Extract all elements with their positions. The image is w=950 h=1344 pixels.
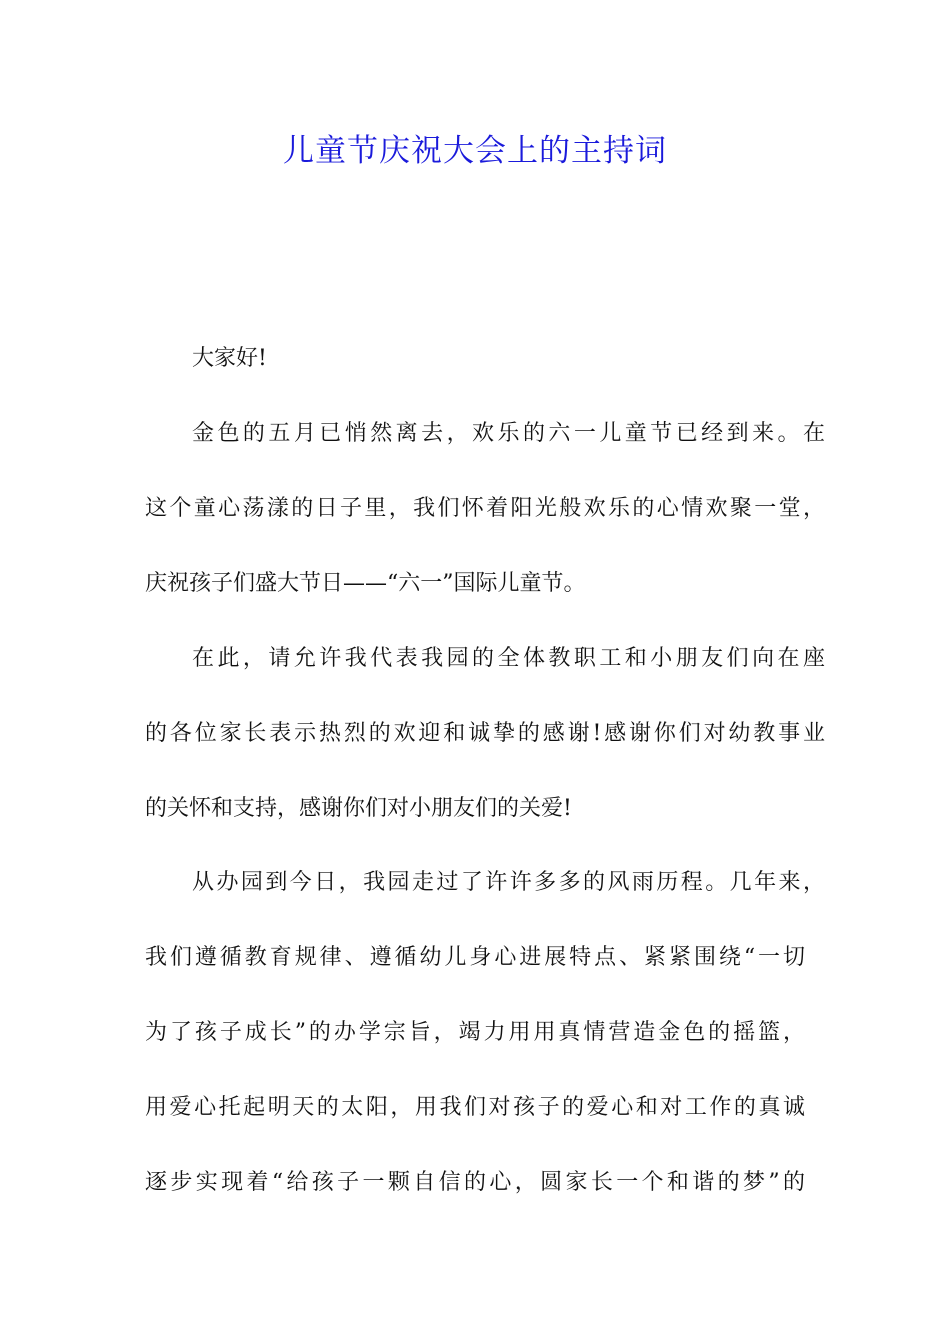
paragraph-line: 这个童心荡漾的日子里，我们怀着阳光般欢乐的心情欢聚一堂， xyxy=(145,496,825,521)
paragraph-line: 的各位家长表示热烈的欢迎和诚挚的感谢!感谢你们对幼教事业 xyxy=(145,721,825,746)
document-title: 儿童节庆祝大会上的主持词 xyxy=(283,133,667,169)
paragraph-line: 庆祝孩子们盛大节日——“六一”国际儿童节。 xyxy=(145,571,586,596)
paragraph-line: 的关怀和支持，感谢你们对小朋友们的关爱! xyxy=(145,796,572,821)
paragraph-line: 用爱心托起明天的太阳，用我们对孩子的爱心和对工作的真诚 xyxy=(145,1095,805,1120)
paragraph-line: 我们遵循教育规律、遵循幼儿身心进展特点、紧紧围绕“一切 xyxy=(145,945,805,970)
paragraph-line: 为了孩子成长”的办学宗旨，竭力用用真情营造金色的摇篮， xyxy=(145,1020,805,1045)
paragraph-line: 大家好! xyxy=(192,346,267,371)
paragraph-line: 从办园到今日，我园走过了许许多多的风雨历程。几年来， xyxy=(192,870,825,895)
paragraph-line: 在此，请允许我代表我园的全体教职工和小朋友们向在座 xyxy=(192,646,825,671)
paragraph-line: 金色的五月已悄然离去，欢乐的六一儿童节已经到来。在 xyxy=(192,421,825,446)
paragraph-line: 逐步实现着“给孩子一颗自信的心，圆家长一个和谐的梦”的 xyxy=(145,1170,805,1195)
